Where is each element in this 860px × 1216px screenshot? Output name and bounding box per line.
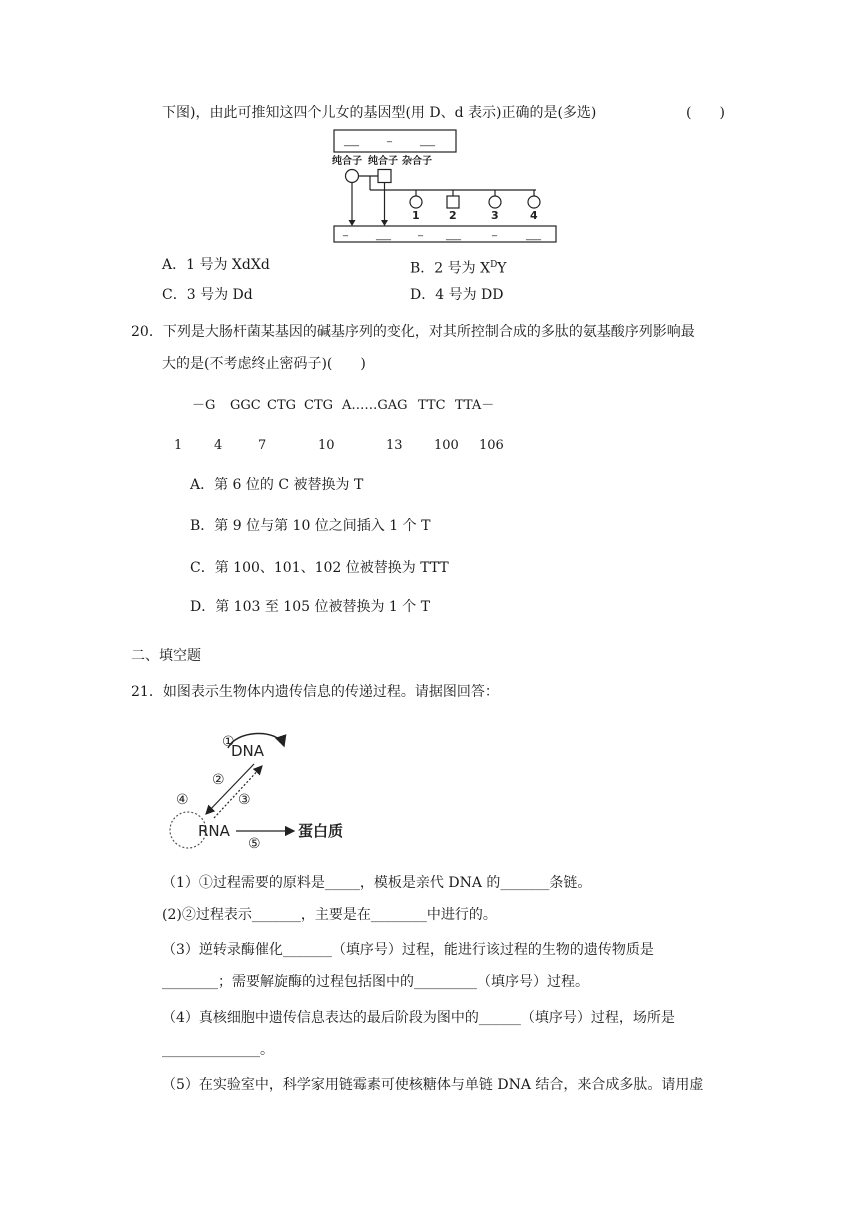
q21-stem: 21．如图表示生物体内遗传信息的传递过程。请据图回答：	[131, 684, 499, 700]
process-1-label: ①	[222, 734, 235, 750]
q19-stem: 下图)，由此可推知这四个儿女的基因型(用 D、d 表示)正确的是(多选)	[162, 105, 597, 121]
q20-stem-line1: 20．下列是大肠杆菌某基因的碱基序列的变化，对其所控制合成的多肽的氨基酸序列影响最	[131, 324, 695, 340]
q20-stem-line2: 大的是(不考虑终止密码子)( )	[162, 356, 366, 372]
child-number-1: 1	[412, 209, 420, 222]
sequence-position: 4	[214, 438, 223, 453]
sequence-token: CTG	[304, 398, 334, 413]
bottom-genotype-box	[334, 226, 556, 242]
child-number-4: 4	[530, 209, 538, 222]
q20-option-a: A．第 6 位的 C 被替换为 T	[190, 477, 364, 493]
protein-label: 蛋白质	[298, 822, 344, 840]
q21-sub4-line2: ______________。	[162, 1042, 274, 1058]
sequence-token: TTC	[418, 398, 446, 413]
q19-answer-bracket: ( )	[686, 105, 725, 121]
q21-sub3-line1: （3）逆转录酶催化_______（填序号）过程，能进行该过程的生物的遗传物质是	[162, 942, 654, 958]
child-3-symbol	[489, 196, 501, 208]
q20-option-c: C．第 100、101、102 位被替换为 TTT	[190, 560, 449, 576]
sequence-token: TTA－	[455, 398, 495, 413]
bottom-box-mark-4: ___	[446, 230, 461, 241]
child-number-3: 3	[491, 209, 499, 222]
q21-sub1: （1）①过程需要的原料是_____，模板是亲代 DNA 的_______条链。	[162, 875, 592, 891]
q21-sub2: (2)②过程表示_______，主要是在________中进行的。	[162, 907, 497, 923]
q19-option-c: C．3 号为 Dd	[162, 287, 253, 303]
central-dogma-diagram	[166, 724, 366, 854]
child-number-2: 2	[449, 209, 457, 222]
dna-label: DNA	[231, 742, 265, 760]
child-1-symbol	[410, 196, 422, 208]
sequence-token: －G	[192, 398, 216, 413]
top-box-mark-3: ___	[420, 136, 435, 147]
pedigree-diagram	[330, 128, 562, 244]
sequence-token: GGC	[230, 398, 261, 413]
process-5-label: ⑤	[248, 836, 261, 852]
process-3-label: ③	[238, 792, 251, 808]
top-box-mark-1: ___	[344, 136, 359, 147]
child-2-symbol	[447, 196, 459, 208]
sequence-token: A……GAG	[342, 398, 408, 413]
section-heading: 二、填空题	[131, 648, 201, 664]
q20-option-b: B．第 9 位与第 10 位之间插入 1 个 T	[190, 518, 431, 534]
father-symbol	[378, 170, 391, 183]
q21-sub5: （5）在实验室中，科学家用链霉素可使核糖体与单链 DNA 结合，来合成多肽。请用虚	[162, 1077, 704, 1093]
q19-option-a: A．1 号为 XdXd	[162, 257, 270, 273]
bottom-box-mark-6: ___	[526, 230, 541, 241]
bottom-box-mark-5: _	[492, 226, 497, 237]
bottom-box-mark-2: ___	[376, 230, 391, 241]
mother-symbol	[346, 170, 359, 183]
sequence-position: 106	[479, 438, 504, 453]
bottom-box-mark-3: _	[418, 226, 423, 237]
parent-label-1: 纯合子	[332, 156, 362, 167]
process-4-label: ④	[176, 792, 189, 808]
q21-sub3-line2: ________；需要解旋酶的过程包括图中的_________（填序号）过程。	[162, 974, 589, 990]
q19-option-d: D．4 号为 DD	[410, 287, 504, 303]
sequence-position: 100	[434, 438, 459, 453]
q21-sub4-line1: （4）真核细胞中遗传信息表达的最后阶段为图中的______（填序号）过程，场所是	[162, 1010, 675, 1026]
sequence-token: CTG	[267, 398, 297, 413]
child-4-symbol	[528, 196, 540, 208]
sequence-position: 7	[258, 438, 267, 453]
sequence-position: 10	[318, 438, 335, 453]
q20-option-d: D．第 103 至 105 位被替换为 1 个 T	[190, 599, 431, 615]
process-2-label: ②	[212, 772, 225, 788]
parent-label-2: 纯合子	[368, 156, 398, 167]
sequence-position: 13	[386, 438, 403, 453]
q19-option-b: B．2 号为 $X^DY$	[410, 260, 507, 277]
top-box-mark-2: _	[387, 132, 392, 143]
parent-label-3: 杂合子	[402, 156, 432, 167]
rna-label: RNA	[198, 822, 230, 840]
sequence-position: 1	[174, 438, 183, 453]
bottom-box-mark-1: _	[343, 226, 348, 237]
